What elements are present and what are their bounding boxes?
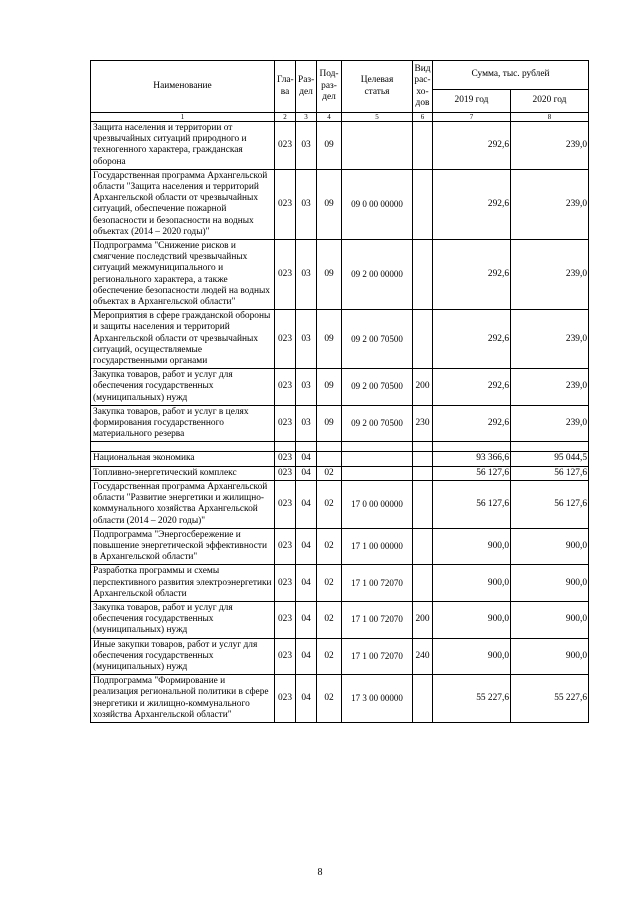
row-name: Закупка товаров, работ и услуг для обеспечения государственных (муниципальных) нужд xyxy=(91,601,275,638)
table-row xyxy=(91,466,589,480)
row-name: Топливно-энергетический комплекс xyxy=(91,466,275,480)
row-section: 03 xyxy=(296,240,317,310)
row-chapter: 023 xyxy=(275,601,296,638)
blank-cell xyxy=(91,442,275,452)
col-number: 8 xyxy=(511,113,589,122)
table-row xyxy=(91,452,589,466)
row-section: 03 xyxy=(296,369,317,406)
row-name: Подпрограмма "Формирование и реализация региональной политики в сфере энергетики и жилищно-коммунального хозяйства Архангельской области" xyxy=(91,675,275,723)
blank-cell xyxy=(342,442,413,452)
col-number: 3 xyxy=(296,113,317,122)
row-sum-2020: 56 127,6 xyxy=(511,466,589,480)
blank-cell xyxy=(413,442,433,452)
table-row xyxy=(91,369,589,406)
table-row xyxy=(91,169,589,239)
row-target: 09 2 00 70500 xyxy=(342,369,413,406)
row-subsection: 02 xyxy=(317,528,342,565)
header-section: Раз- дел xyxy=(296,61,317,113)
table-row xyxy=(91,122,589,170)
row-expense-type: 200 xyxy=(413,601,433,638)
row-sum-2020: 55 227,6 xyxy=(511,675,589,723)
row-name: Мероприятия в сфере гражданской обороны и защиты населения и территорий Архангельской области от чрезвычайных ситуаций, осуществляемые государственными органами xyxy=(91,310,275,369)
row-sum-2019: 900,0 xyxy=(433,528,511,565)
row-subsection: 09 xyxy=(317,122,342,170)
row-sum-2019: 900,0 xyxy=(433,601,511,638)
header-year-2020: 2020 год xyxy=(511,90,589,113)
row-subsection: 09 xyxy=(317,310,342,369)
row-subsection: 02 xyxy=(317,480,342,528)
row-subsection: 02 xyxy=(317,466,342,480)
table-row xyxy=(91,675,589,723)
budget-table xyxy=(90,60,589,723)
row-subsection: 02 xyxy=(317,601,342,638)
blank-cell xyxy=(296,442,317,452)
row-name: Защита населения и территории от чрезвычайных ситуаций природного и техногенного характера, гражданская оборона xyxy=(91,122,275,170)
row-sum-2019: 56 127,6 xyxy=(433,480,511,528)
row-sum-2019: 292,6 xyxy=(433,310,511,369)
table-row xyxy=(91,310,589,369)
row-expense-type xyxy=(413,466,433,480)
row-expense-type xyxy=(413,452,433,466)
row-name: Закупка товаров, работ и услуг для обеспечения государственных (муниципальных) нужд xyxy=(91,369,275,406)
row-name: Закупка товаров, работ и услуг в целях формирования государственного материального резерва xyxy=(91,405,275,442)
row-expense-type xyxy=(413,528,433,565)
row-sum-2019: 900,0 xyxy=(433,638,511,675)
row-expense-type xyxy=(413,122,433,170)
row-target: 17 1 00 72070 xyxy=(342,601,413,638)
row-target: 17 0 00 00000 xyxy=(342,480,413,528)
row-section: 04 xyxy=(296,638,317,675)
col-number: 4 xyxy=(317,113,342,122)
col-number: 7 xyxy=(433,113,511,122)
row-expense-type xyxy=(413,565,433,602)
row-target: 09 2 00 70500 xyxy=(342,405,413,442)
table-row xyxy=(91,528,589,565)
row-section: 03 xyxy=(296,122,317,170)
row-sum-2020: 900,0 xyxy=(511,565,589,602)
row-sum-2020: 56 127,6 xyxy=(511,480,589,528)
row-sum-2020: 900,0 xyxy=(511,528,589,565)
row-sum-2019: 56 127,6 xyxy=(433,466,511,480)
row-sum-2020: 239,0 xyxy=(511,240,589,310)
row-sum-2019: 900,0 xyxy=(433,565,511,602)
row-section: 04 xyxy=(296,675,317,723)
row-sum-2020: 900,0 xyxy=(511,638,589,675)
row-expense-type: 230 xyxy=(413,405,433,442)
row-name: Подпрограмма "Энергосбережение и повышение энергетической эффективности в Архангельской области" xyxy=(91,528,275,565)
row-subsection: 02 xyxy=(317,675,342,723)
row-expense-type: 200 xyxy=(413,369,433,406)
row-name: Национальная экономика xyxy=(91,452,275,466)
row-chapter: 023 xyxy=(275,638,296,675)
row-name: Государственная программа Архангельской области "Развитие энергетики и жилищно-коммунального хозяйства Архангельской области (2014 – 2020 годы)" xyxy=(91,480,275,528)
row-chapter: 023 xyxy=(275,528,296,565)
blank-row xyxy=(91,442,589,452)
row-subsection: 09 xyxy=(317,369,342,406)
row-section: 04 xyxy=(296,466,317,480)
row-subsection: 02 xyxy=(317,638,342,675)
header-chapter: Гла- ва xyxy=(275,61,296,113)
row-chapter: 023 xyxy=(275,240,296,310)
blank-cell xyxy=(275,442,296,452)
row-chapter: 023 xyxy=(275,452,296,466)
blank-cell xyxy=(317,442,342,452)
row-chapter: 023 xyxy=(275,466,296,480)
row-chapter: 023 xyxy=(275,369,296,406)
row-sum-2020: 239,0 xyxy=(511,310,589,369)
row-sum-2020: 239,0 xyxy=(511,169,589,239)
row-target xyxy=(342,452,413,466)
blank-cell xyxy=(511,442,589,452)
row-section: 04 xyxy=(296,452,317,466)
header-sum: Сумма, тыс. рублей xyxy=(433,61,589,90)
row-expense-type xyxy=(413,480,433,528)
row-expense-type xyxy=(413,675,433,723)
row-target xyxy=(342,466,413,480)
row-target: 09 2 00 70500 xyxy=(342,310,413,369)
blank-cell xyxy=(433,442,511,452)
row-section: 03 xyxy=(296,405,317,442)
row-sum-2019: 292,6 xyxy=(433,369,511,406)
col-number: 1 xyxy=(91,113,275,122)
row-target: 17 1 00 72070 xyxy=(342,565,413,602)
row-subsection xyxy=(317,452,342,466)
row-subsection: 09 xyxy=(317,240,342,310)
row-chapter: 023 xyxy=(275,480,296,528)
row-chapter: 023 xyxy=(275,122,296,170)
row-section: 04 xyxy=(296,528,317,565)
row-sum-2020: 95 044,5 xyxy=(511,452,589,466)
table-row xyxy=(91,565,589,602)
row-sum-2020: 239,0 xyxy=(511,122,589,170)
header-expense-type: Вид рас- хо- дов xyxy=(413,61,433,113)
row-target: 09 0 00 00000 xyxy=(342,169,413,239)
row-section: 04 xyxy=(296,601,317,638)
row-sum-2019: 292,6 xyxy=(433,240,511,310)
table-row xyxy=(91,480,589,528)
row-target: 09 2 00 00000 xyxy=(342,240,413,310)
row-section: 03 xyxy=(296,310,317,369)
row-target: 17 3 00 00000 xyxy=(342,675,413,723)
col-number: 6 xyxy=(413,113,433,122)
row-name: Государственная программа Архангельской области "Защита населения и территорий Архангельской области от чрезвычайных ситуаций, обеспечение пожарной безопасности и безопасности на водных объектах (2014 – 2020 годы)" xyxy=(91,169,275,239)
row-target: 17 1 00 72070 xyxy=(342,638,413,675)
column-numbers-row xyxy=(91,113,589,122)
row-chapter: 023 xyxy=(275,169,296,239)
row-chapter: 023 xyxy=(275,310,296,369)
row-sum-2019: 93 366,6 xyxy=(433,452,511,466)
row-sum-2019: 292,6 xyxy=(433,122,511,170)
row-sum-2020: 239,0 xyxy=(511,369,589,406)
row-chapter: 023 xyxy=(275,405,296,442)
col-number: 2 xyxy=(275,113,296,122)
row-expense-type xyxy=(413,240,433,310)
header-subsection: Под- раз- дел xyxy=(317,61,342,113)
row-name: Подпрограмма "Снижение рисков и смягчение последствий чрезвычайных ситуаций межмуниципального и регионального характера, а также обеспечение безопасности людей на водных объектах в Архангельской области" xyxy=(91,240,275,310)
row-subsection: 02 xyxy=(317,565,342,602)
row-name: Иные закупки товаров, работ и услуг для обеспечения государственных (муниципальных) нужд xyxy=(91,638,275,675)
row-sum-2020: 239,0 xyxy=(511,405,589,442)
row-sum-2019: 292,6 xyxy=(433,169,511,239)
table-row xyxy=(91,601,589,638)
row-subsection: 09 xyxy=(317,405,342,442)
row-target xyxy=(342,122,413,170)
header-target: Целевая статья xyxy=(342,61,413,113)
row-expense-type xyxy=(413,169,433,239)
row-name: Разработка программы и схемы перспективного развития электроэнергетики Архангельской области xyxy=(91,565,275,602)
row-chapter: 023 xyxy=(275,675,296,723)
row-sum-2019: 292,6 xyxy=(433,405,511,442)
page-number: 8 xyxy=(317,867,323,878)
row-target: 17 1 00 00000 xyxy=(342,528,413,565)
table-row xyxy=(91,405,589,442)
col-number: 5 xyxy=(342,113,413,122)
row-sum-2020: 900,0 xyxy=(511,601,589,638)
row-chapter: 023 xyxy=(275,565,296,602)
row-section: 03 xyxy=(296,169,317,239)
table-row xyxy=(91,240,589,310)
row-subsection: 09 xyxy=(317,169,342,239)
table-row xyxy=(91,638,589,675)
row-sum-2019: 55 227,6 xyxy=(433,675,511,723)
header-year-2019: 2019 год xyxy=(433,90,511,113)
row-expense-type: 240 xyxy=(413,638,433,675)
row-section: 04 xyxy=(296,480,317,528)
header-name: Наименование xyxy=(91,61,275,113)
row-expense-type xyxy=(413,310,433,369)
row-section: 04 xyxy=(296,565,317,602)
